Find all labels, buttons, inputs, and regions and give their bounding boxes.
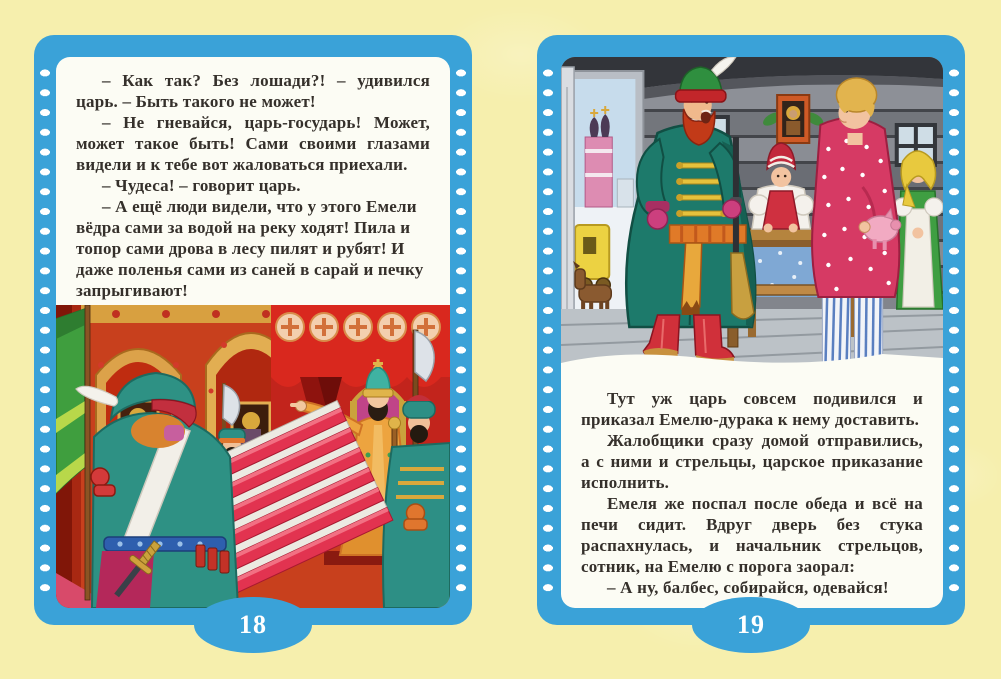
paragraph: – Чудеса! – говорит царь. — [102, 176, 301, 195]
paragraph: – А ещё люди видели, что у этого Емели вёдра сами за водой на реку ходят! Пила и топор сами дрова в лесу пилят и рубят! И даже поленья сами из саней в сарай и печку запрыгивают! — [76, 197, 424, 300]
story-text-right — [561, 375, 943, 598]
page-number-left — [194, 597, 312, 653]
page-left — [34, 35, 472, 639]
paragraph: Емеля же поспал после обеда и всё на печи сидит. Вдруг дверь без стука распахнулась, и начальник стрельцов, сотник, на Емелю с порога заорал: — [581, 494, 923, 576]
filmstrip-holes-icon — [455, 63, 467, 597]
paragraph: – Как так? Без лошади?! – удивился царь. – Быть такого не может! — [76, 71, 430, 111]
page-number-label: 19 — [737, 610, 765, 639]
paragraph: – Не гневайся, царь-государь! Может, может такое быть! Сами своими глазами видели и к тебе вот жаловаться приехали. — [76, 113, 430, 174]
page-number-right — [692, 597, 810, 653]
filmstrip-holes-icon — [542, 63, 554, 597]
page-right-content — [561, 57, 943, 608]
page-number-label: 18 — [239, 610, 267, 639]
paragraph: – А ну, балбес, собирайся, одевайся! — [607, 578, 889, 597]
izba-illustration — [561, 57, 943, 373]
story-text-left — [56, 57, 450, 301]
throne-room-illustration — [56, 305, 450, 608]
filmstrip-holes-icon — [39, 63, 51, 597]
page-left-content — [56, 57, 450, 608]
paragraph: Тут уж царь совсем подивился и приказал Емелю-дурака к нему доставить. — [581, 389, 923, 429]
girl-figure — [894, 151, 943, 309]
page-right — [537, 35, 965, 639]
filmstrip-holes-icon — [948, 63, 960, 597]
paragraph: Жалобщики сразу домой отправились, а с ними и стрельцы, царское приказание исполнить. — [581, 431, 923, 492]
